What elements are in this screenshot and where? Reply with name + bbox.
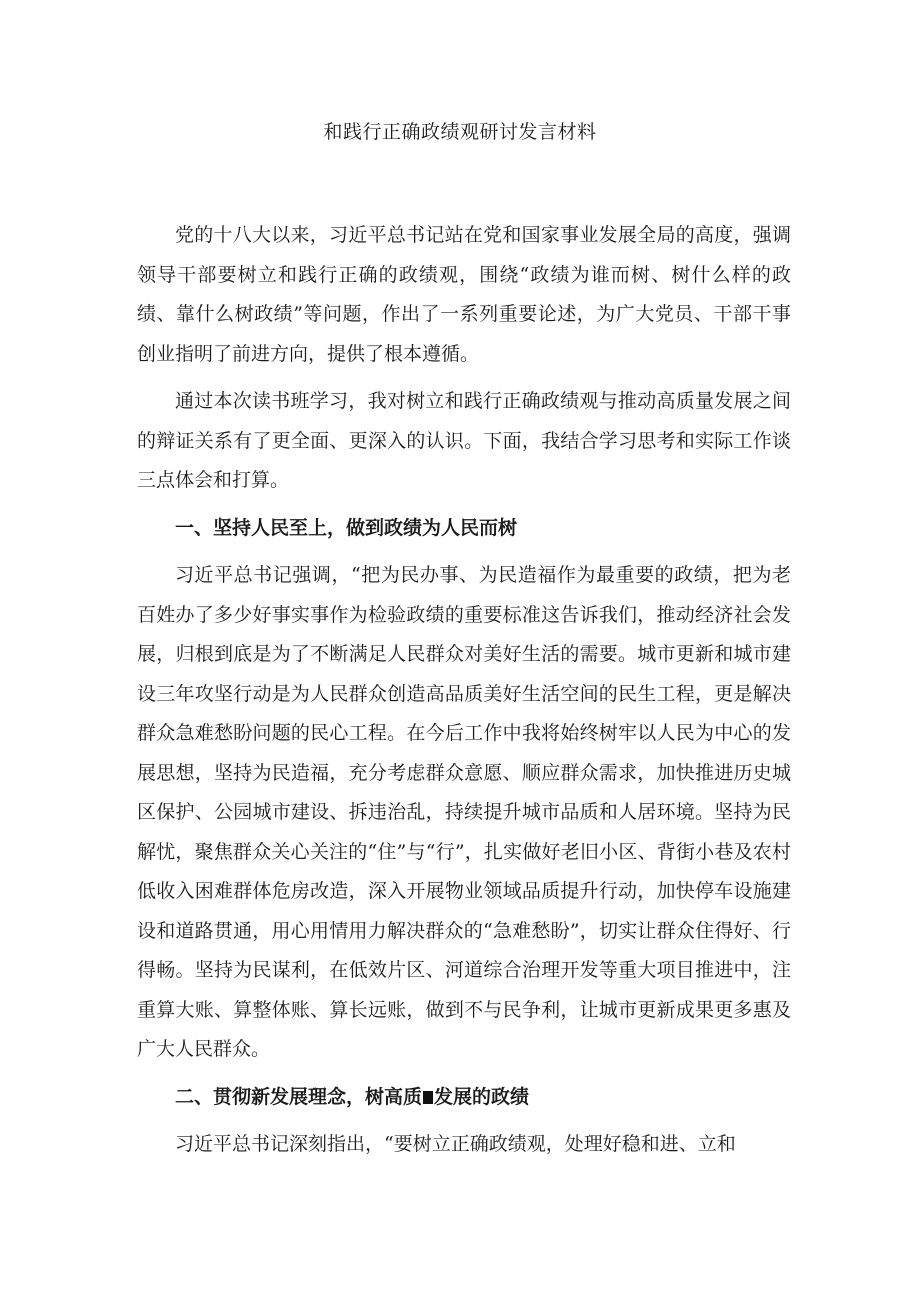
intro-paragraph-1: 党的十八大以来，习近平总书记站在党和国家事业发展全局的高度，强调领导干部要树立和践行正确的政绩观，围绕“政绩为谁而树、树什么样的政绩、靠什么树政绩”等问题，作出了一系列重要论述，为广大党员、干部干事创业指明了前进方向，提供了根本遵循。 bbox=[137, 224, 791, 365]
section-2-heading-end: 发展的政绩 bbox=[434, 1085, 530, 1108]
intro-paragraph-2: 通过本次读书班学习，我对树立和践行正确政绩观与推动高质量发展之间的辩证关系有了更全面、更深入的认识。下面，我结合学习思考和实际工作谈三点体会和打算。 bbox=[137, 390, 791, 491]
section-1-paragraph: 习近平总书记强调，“把为民办事、为民造福作为最重要的政绩，把为老百姓办了多少好事实事作为检验政绩的重要标准这告诉我们，推动经济社会发展，归根到底是为了不断满足人民群众对美好生活的需要。城市更新和城市建设三年攻坚行动是为人民群众创造高品质美好生活空间的民生工程，更是解决群众急难愁盼问题的民心工程。在今后工作中我将始终树牢以人民为中心的发展思想，坚持为民造福，充分考虑群众意愿、顺应群众需求，加快推进历史城区保护、公园城市建设、拆违治乱，持续提升城市品质和人居环境。坚持为民解忧，聚焦群众关心关注的“住”与“行”，扎实做好老旧小区、背街小巷及农村低收入困难群体危房改造，深入开展物业领域品质提升行动，加快停车设施建设和道路贯通，用心用情用力解决群众的“急难愁盼”，切实让群众住得好、行得畅。坚持为民谋利，在低效片区、河道综合治理开发等重大项目推进中，注重算大账、算整体账、算长远账，做到不与民争利，让城市更新成果更多惠及广大人民群众。 bbox=[137, 564, 791, 1060]
redaction-mark bbox=[423, 1091, 433, 1104]
section-2-heading bbox=[137, 1078, 791, 1118]
document-title: 和践行正确政绩观研讨发言材料 bbox=[323, 121, 597, 143]
section-1-heading: 一、坚持人民至上，做到政绩为人民而树 bbox=[175, 516, 518, 539]
section-2-paragraph: 习近平总书记深刻指出，“要树立正确政绩观，处理好稳和进、立和 bbox=[175, 1133, 736, 1155]
section-2-heading-start: 二、贯彻新发展理念，树高质 bbox=[175, 1085, 423, 1108]
document-body bbox=[137, 216, 791, 1173]
